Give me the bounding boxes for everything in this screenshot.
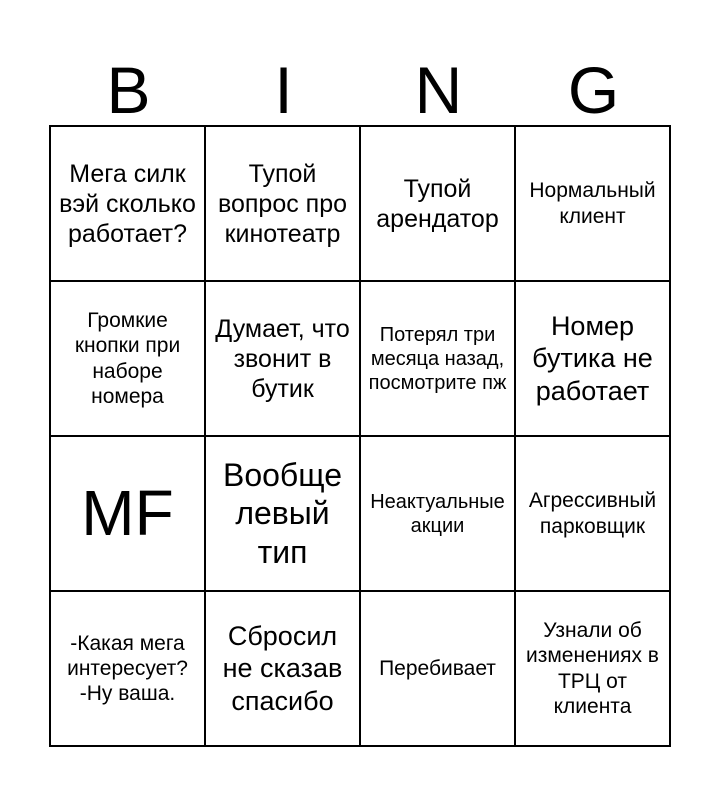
bingo-cell[interactable]: Мега силк вэй сколько работает? xyxy=(49,125,206,282)
free-space-cell[interactable]: MF xyxy=(49,435,206,592)
bingo-cell[interactable]: Вообще левый тип xyxy=(204,435,361,592)
bingo-header xyxy=(51,52,671,128)
bingo-cell[interactable]: Перебивает xyxy=(359,590,516,747)
bingo-cell[interactable]: Неактуальные акции xyxy=(359,435,516,592)
bingo-cell[interactable]: Узнали об изменениях в ТРЦ от клиента xyxy=(514,590,671,747)
bingo-cell[interactable]: Потерял три месяца назад, посмотрите пж xyxy=(359,280,516,437)
bingo-cell[interactable]: Сбросил не сказав спасибо xyxy=(204,590,361,747)
bingo-cell[interactable]: -Какая мега интересует? -Ну ваша. xyxy=(49,590,206,747)
bingo-cell[interactable]: Номер бутика не работает xyxy=(514,280,671,437)
bingo-cell[interactable]: Агрессивный парковщик xyxy=(514,435,671,592)
header-letter-b: B xyxy=(106,53,151,127)
header-letter-g: G xyxy=(567,53,620,127)
header-letter-i: I xyxy=(274,53,293,127)
bingo-cell[interactable]: Нормальный клиент xyxy=(514,125,671,282)
bingo-cell[interactable]: Думает, что звонит в бутик xyxy=(204,280,361,437)
bingo-cell[interactable]: Громкие кнопки при наборе номера xyxy=(49,280,206,437)
bingo-board xyxy=(51,127,673,749)
bingo-cell[interactable]: Тупой арендатор xyxy=(359,125,516,282)
header-letter-n: N xyxy=(414,53,463,127)
bingo-cell[interactable]: Тупой вопрос про кинотеатр xyxy=(204,125,361,282)
